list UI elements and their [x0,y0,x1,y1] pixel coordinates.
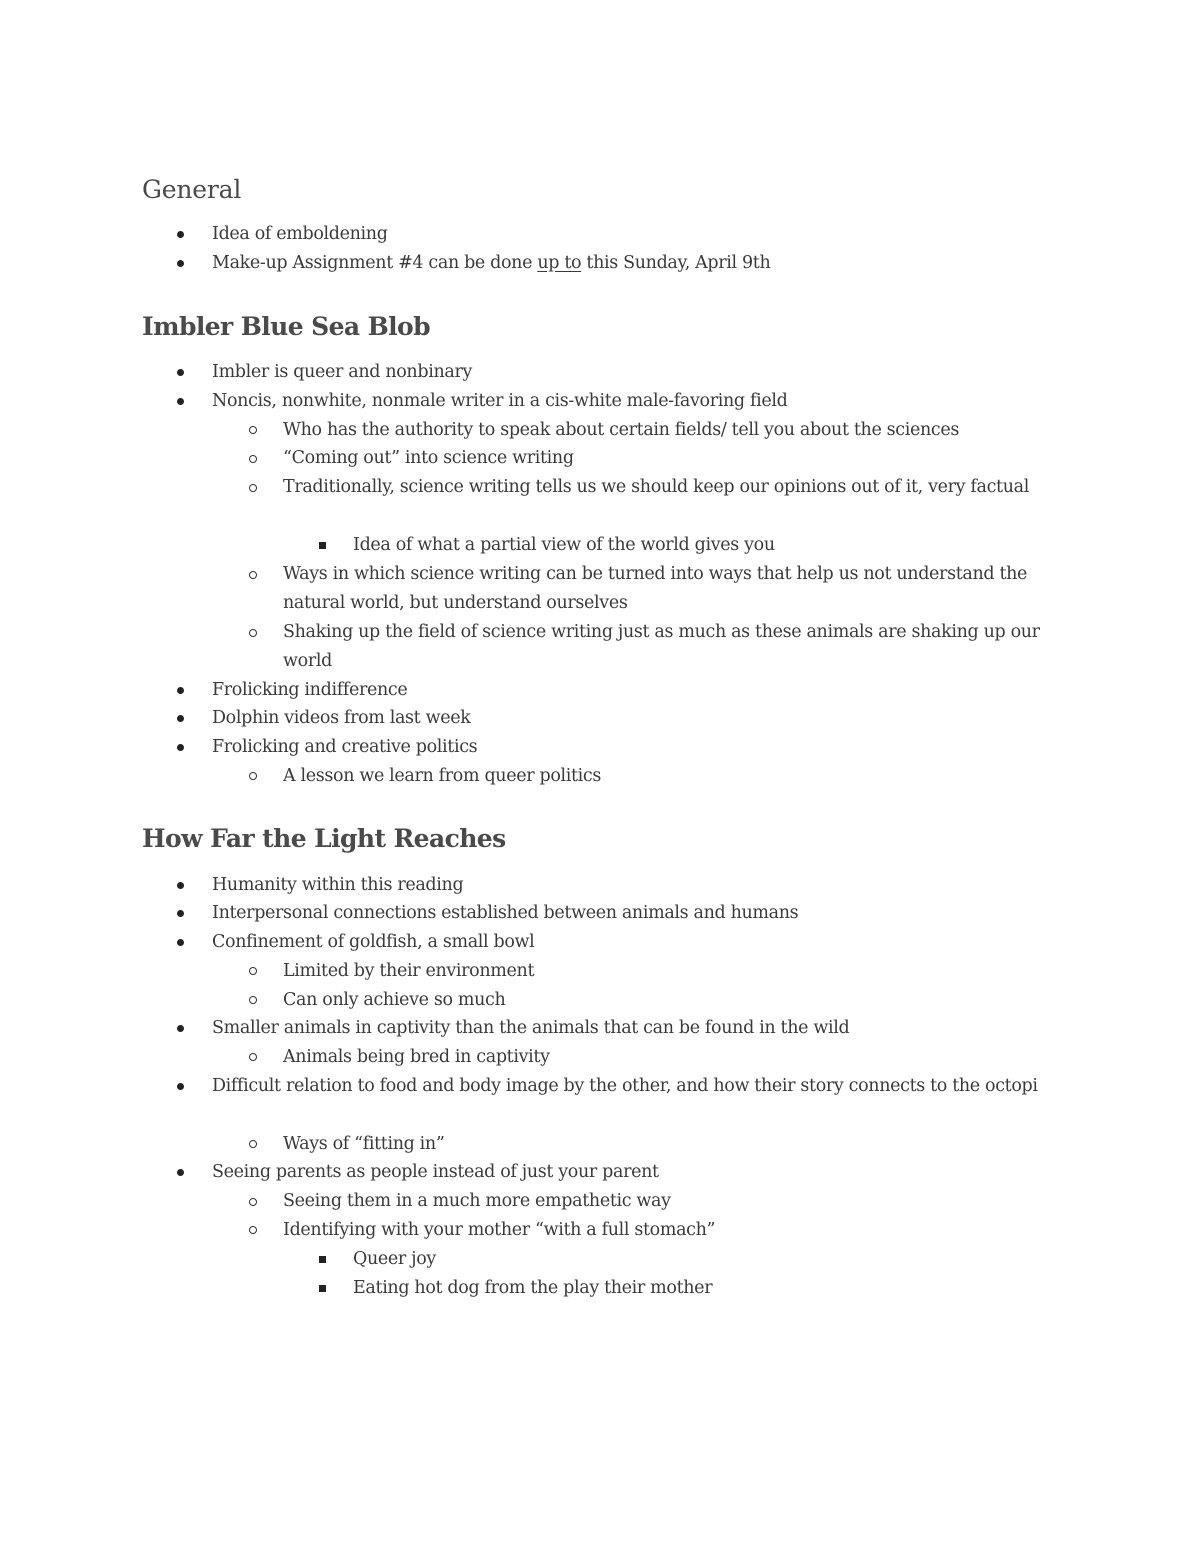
list-item: Frolicking indifference [212,680,408,700]
bullet-disc-icon [177,744,184,751]
list-item: Who has the authority to speak about certain fields/ tell you about the sciences [283,420,960,440]
list-item: Queer joy [353,1249,436,1269]
list-item: Noncis, nonwhite, nonmale writer in a cis-white male-favoring field [212,391,788,411]
list-item: Dolphin videos from last week [212,708,471,728]
bullet-disc-icon [177,882,184,889]
bullet-disc-icon [177,910,184,917]
bullet-circle-icon [249,1053,257,1061]
bullet-disc-icon [177,1025,184,1032]
bullet-circle-icon [249,571,257,579]
list-item: Shaking up the field of science writing just as much as these animals are shaking up our world [283,622,1040,671]
bullet-circle-icon [249,1140,257,1148]
list-item: Seeing them in a much more empathetic way [283,1191,671,1211]
list-item: Animals being bred in captivity [283,1047,550,1067]
bullet-disc-icon [177,369,184,376]
bullet-disc-icon [177,687,184,694]
bullet-disc-icon [177,398,184,405]
bullet-disc-icon [177,231,184,238]
list-item: Seeing parents as people instead of just your parent [212,1162,659,1182]
list-item: Frolicking and creative politics [212,737,478,757]
list-item: A lesson we learn from queer politics [283,766,602,786]
list-item [212,249,770,278]
list-item: Limited by their environment [283,961,535,981]
list-item: Interpersonal connections established between animals and humans [212,903,799,923]
list-item: Eating hot dog from the play their mother [353,1278,713,1298]
bullet-circle-icon [249,426,257,434]
bullet-square-icon [319,1285,326,1292]
bullet-disc-icon [177,1169,184,1176]
list-item: Smaller animals in captivity than the animals that can be found in the wild [212,1018,850,1038]
underlined-text: up to [537,253,582,273]
list-item: Imbler is queer and nonbinary [212,362,472,382]
list-item: Humanity within this reading [212,875,464,895]
bullet-disc-icon [177,939,184,946]
bullet-circle-icon [249,996,257,1004]
list-item: Traditionally, science writing tells us we should keep our opinions out of it, very factual [283,477,1029,497]
bullet-circle-icon [249,1226,257,1234]
bullet-disc-icon [177,1083,184,1090]
list-item: Ways in which science writing can be turned into ways that help us not understand the natural world, but understand ourselves [283,564,1028,613]
list-item: Difficult relation to food and body image by the other, and how their story connects to the octopi [212,1076,1038,1096]
section-heading-imbler: Imbler Blue Sea Blob [142,312,430,341]
bullet-circle-icon [249,772,257,780]
list-item: Confinement of goldfish, a small bowl [212,932,535,952]
bullet-disc-icon [177,715,184,722]
section-heading-how-far: How Far the Light Reaches [142,824,506,853]
list-item: Can only achieve so much [283,990,506,1010]
list-item: Idea of what a partial view of the world gives you [353,535,775,555]
bullet-circle-icon [249,455,257,463]
list-item-text: Make-up Assignment #4 can be done [212,253,538,273]
bullet-circle-icon [249,1198,257,1206]
bullet-square-icon [319,542,326,549]
list-item-text: this Sunday, April 9th [581,253,771,273]
bullet-disc-icon [177,260,184,267]
bullet-circle-icon [249,484,257,492]
list-item: Identifying with your mother “with a full stomach” [283,1220,716,1240]
list-item: Idea of emboldening [212,224,388,244]
section-heading-general: General [142,175,242,204]
list-item: “Coming out” into science writing [283,448,574,468]
bullet-square-icon [319,1256,326,1263]
bullet-circle-icon [249,967,257,975]
bullet-circle-icon [249,629,257,637]
list-item: Ways of “fitting in” [283,1134,445,1154]
